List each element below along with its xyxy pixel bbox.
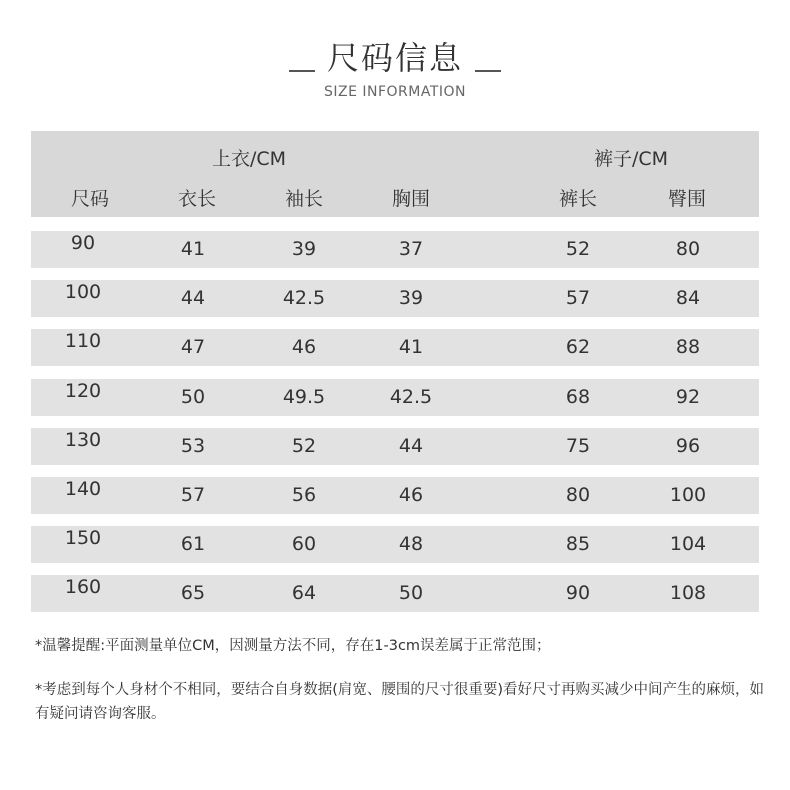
cell-chest: 37 [398, 238, 424, 260]
cell-sleeve-length: 49.5 [282, 385, 326, 408]
cell-top-length: 44 [180, 287, 206, 310]
cell-top-length: 57 [180, 484, 206, 506]
cell-hip: 92 [675, 385, 701, 408]
notes [35, 634, 765, 746]
cell-chest: 50 [398, 582, 424, 605]
cell-size: 150 [64, 527, 102, 550]
cell-sleeve-length: 42.5 [282, 287, 326, 310]
title-left-dash [289, 70, 315, 72]
cell-chest: 44 [398, 434, 424, 457]
column-header-pants-length: 裤长 [558, 188, 598, 210]
cell-pants-length: 57 [565, 287, 591, 310]
cell-top-length: 61 [180, 533, 206, 556]
cell-pants-length: 75 [565, 434, 591, 457]
cell-hip: 80 [675, 238, 701, 260]
title-right-dash [475, 70, 501, 72]
cell-top-length: 41 [180, 238, 206, 260]
cell-top-length: 50 [180, 385, 206, 408]
title-line [0, 36, 790, 80]
cell-sleeve-length: 52 [291, 434, 317, 457]
cell-size: 110 [64, 330, 102, 353]
title-block [0, 36, 790, 100]
cell-size: 160 [64, 576, 102, 599]
cell-hip: 104 [669, 533, 707, 556]
column-header-top-length: 衣长 [177, 188, 217, 210]
cell-sleeve-length: 46 [291, 336, 317, 359]
cell-hip: 96 [675, 434, 701, 457]
page-subtitle: SIZE INFORMATION [323, 84, 467, 100]
cell-sleeve-length: 39 [291, 238, 317, 260]
cell-size: 90 [70, 232, 96, 254]
cell-sleeve-length: 56 [291, 484, 317, 506]
cell-chest: 42.5 [389, 385, 433, 408]
cell-top-length: 65 [180, 582, 206, 605]
cell-sleeve-length: 60 [291, 533, 317, 556]
cell-size: 120 [64, 379, 102, 402]
cell-hip: 88 [675, 336, 701, 359]
note-fit-advice: *考虑到每个人身材个不相同，要结合自身数据(肩宽、腰围的尺寸很重要)看好尺寸再购买减少中间产生的麻烦，如有疑问请咨询客服。 [35, 682, 765, 722]
group-label-top: 上衣/CM [211, 148, 287, 170]
table-row [31, 280, 759, 317]
column-header-chest: 胸围 [391, 188, 431, 210]
column-header-sleeve-length: 袖长 [284, 188, 324, 210]
column-header-hip: 臀围 [667, 188, 707, 210]
cell-pants-length: 90 [565, 582, 591, 605]
group-label-pants: 裤子/CM [593, 148, 669, 170]
note-measurement: *温馨提醒:平面测量单位CM，因测量方法不同，存在1-3cm误差属于正常范围； [35, 638, 551, 654]
cell-chest: 48 [398, 533, 424, 556]
cell-hip: 84 [675, 287, 701, 310]
cell-pants-length: 62 [565, 336, 591, 359]
table-row [31, 526, 759, 563]
cell-chest: 39 [398, 287, 424, 310]
cell-pants-length: 52 [565, 238, 591, 260]
cell-top-length: 53 [180, 434, 206, 457]
table-row [31, 477, 759, 514]
cell-sleeve-length: 64 [291, 582, 317, 605]
table-header [31, 131, 759, 217]
cell-hip: 100 [669, 484, 707, 506]
cell-chest: 46 [398, 484, 424, 506]
cell-pants-length: 68 [565, 385, 591, 408]
table-row [31, 428, 759, 465]
column-header-size: 尺码 [70, 188, 110, 210]
cell-chest: 41 [398, 336, 424, 359]
cell-size: 100 [64, 281, 102, 304]
table-row [31, 231, 759, 268]
table-row [31, 329, 759, 366]
cell-size: 140 [64, 478, 102, 500]
table-row [31, 575, 759, 612]
cell-hip: 108 [669, 582, 707, 605]
cell-top-length: 47 [180, 336, 206, 359]
cell-size: 130 [64, 428, 102, 451]
table-row [31, 379, 759, 416]
cell-pants-length: 80 [565, 484, 591, 506]
cell-pants-length: 85 [565, 533, 591, 556]
page-title: 尺码信息 [326, 39, 463, 77]
